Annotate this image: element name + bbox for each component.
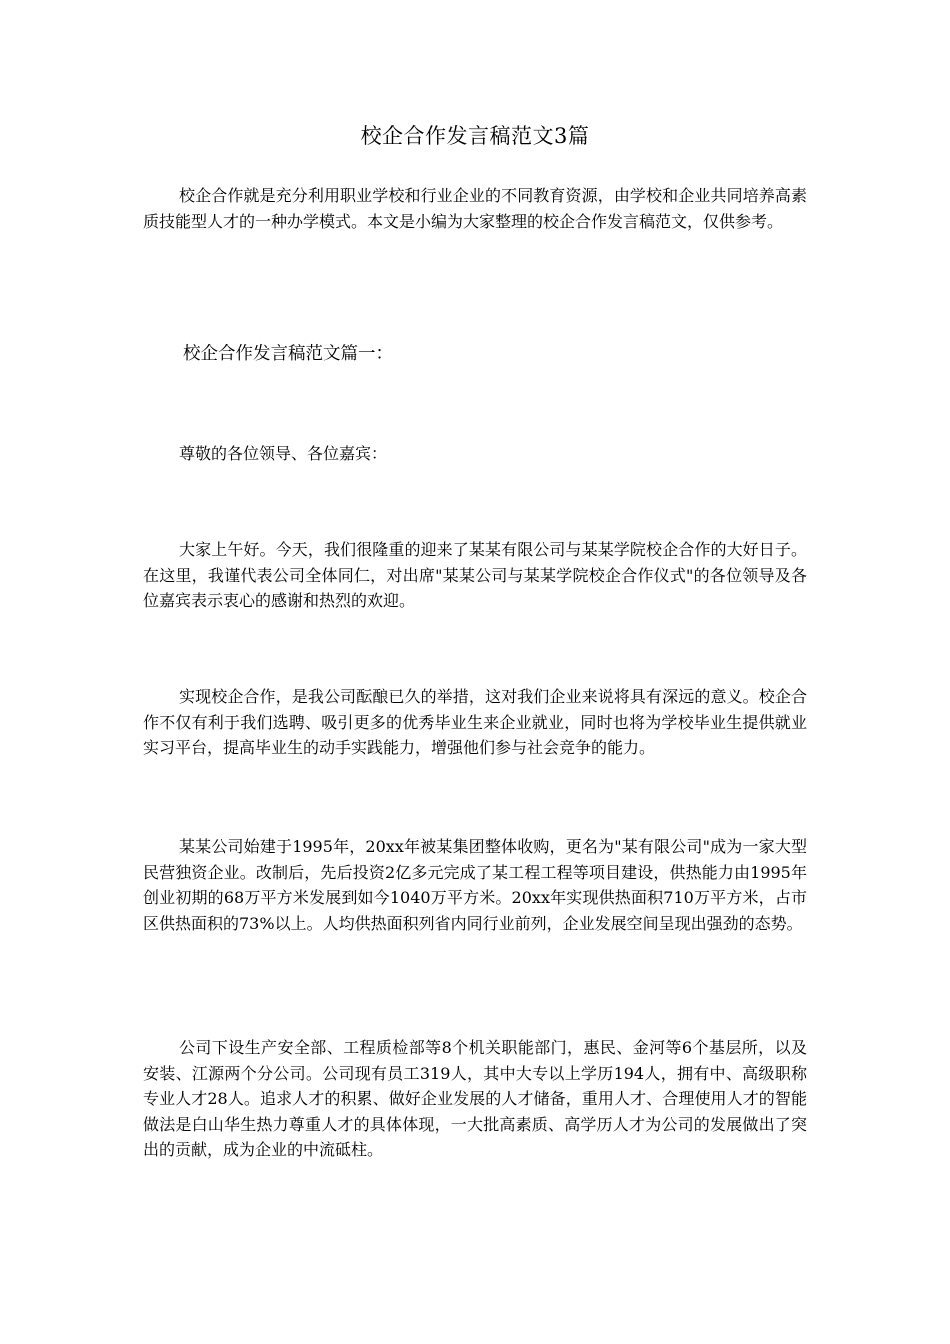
body-paragraph: 某某公司始建于1995年，20xx年被某集团整体收购，更名为"某有限公司"成为一家大型民营独资企业。改制后，先后投资2亿多元完成了某工程工程等项目建设，供热能力由1995年创业初期的68万平方米发展到如今1040万平方米。20xx年实现供热面积710万平方米，占市区供热面积的73%以上。人均供热面积列省内同行业前列，企业发展空间呈现出强劲的态势。 [143, 837, 807, 933]
intro-paragraph: 校企合作就是充分利用职业学校和行业企业的不同教育资源，由学校和企业共同培养高素质技能型人才的一种办学模式。本文是小编为大家整理的校企合作发言稿范文，仅供参考。 [143, 186, 807, 231]
body-paragraph: 实现校企合作，是我公司酝酿已久的举措，这对我们企业来说将具有深远的意义。校企合作不仅有利于我们选聘、吸引更多的优秀毕业生来企业就业，同时也将为学校毕业生提供就业实习平台，提高毕业生的动手实践能力，增强他们参与社会竞争的能力。 [143, 687, 807, 757]
document-title: 校企合作发言稿范文3篇 [360, 124, 590, 148]
section-heading: 校企合作发言稿范文篇一： [183, 344, 393, 364]
body-paragraph: 大家上午好。今天，我们很隆重的迎来了某某有限公司与某某学院校企合作的大好日子。在这里，我谨代表公司全体同仁，对出席"某某公司与某某学院校企合作仪式"的各位领导及各位嘉宾表示衷心的感谢和热烈的欢迎。 [143, 540, 807, 610]
body-paragraph: 公司下设生产安全部、工程质检部等8个机关职能部门，惠民、金河等6个基层所，以及安装、江源两个分公司。公司现有员工319人，其中大专以上学历194人，拥有中、高级职称专业人才28人。追求人才的积累、做好企业发展的人才储备，重用人才、合理使用人才的智能做法是白山华生热力尊重人才的具体体现，一大批高素质、高学历人才为公司的发展做出了突出的贡献，成为企业的中流砥柱。 [143, 1038, 807, 1159]
salutation: 尊敬的各位领导、各位嘉宾： [179, 444, 388, 463]
